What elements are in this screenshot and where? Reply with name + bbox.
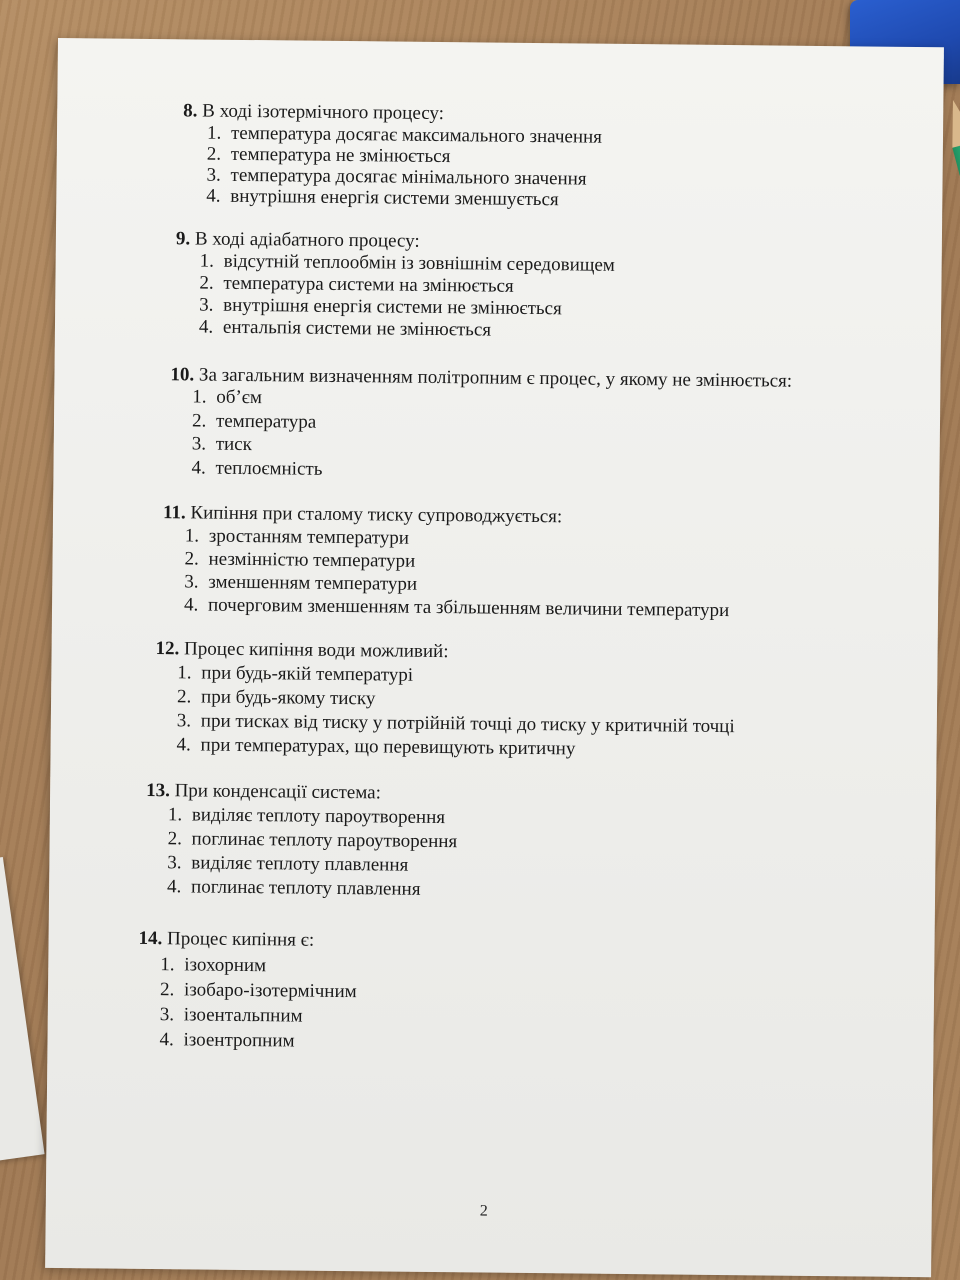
question-title	[183, 101, 444, 123]
answer-option: 4. поглинає теплоту плавлення	[167, 876, 421, 900]
answer-option: 3. тиск	[191, 433, 253, 456]
exam-page	[45, 38, 944, 1277]
answer-option: 1. виділяє теплоту пароутворення	[167, 804, 446, 829]
question-text: Процес кипіння води можливий:	[184, 638, 449, 663]
question-title	[146, 781, 381, 802]
answer-option: 1. відсутній теплообмін із зовнішнім середовищем	[199, 250, 615, 276]
question-number: 14.	[138, 927, 163, 950]
answer-option: 2. температура	[191, 410, 317, 433]
question-13	[146, 779, 458, 900]
answer-option: 2. при будь-якому тиску	[176, 686, 376, 710]
question-number: 10.	[170, 364, 195, 386]
answer-option: 4. теплоємність	[191, 457, 323, 480]
answer-option: 2. температура не змінюється	[206, 143, 451, 168]
answer-option: 4. при температурах, що перевищують критичну	[176, 734, 576, 760]
question-text: При конденсації система:	[174, 780, 382, 804]
pencil-icon	[940, 97, 960, 336]
answer-option: 2. поглинає теплоту пароутворення	[167, 828, 458, 853]
answer-option: 2. незмінністю температури	[184, 548, 416, 572]
answer-option: 1. температура досягає максимального значення	[206, 122, 603, 148]
question-11	[162, 502, 730, 622]
answer-option: 4. ізоентропним	[159, 1029, 295, 1052]
question-text: В ході ізотермічного процесу:	[202, 100, 445, 125]
question-8	[183, 100, 603, 211]
question-12	[155, 638, 735, 760]
question-title	[156, 639, 449, 661]
answer-option: 4. почерговим зменшенням та збільшенням величини температури	[183, 594, 730, 622]
question-number: 9.	[175, 228, 191, 250]
adjacent-paper-sheet	[0, 857, 45, 1163]
answer-option: 1. зростанням температури	[184, 525, 410, 549]
question-number: 11.	[162, 502, 186, 524]
question-text: За загальним визначенням політропним є процес, у якому не змінюється:	[198, 364, 793, 392]
question-title	[163, 503, 562, 526]
answer-option: 2. ізобаро-ізотермічним	[159, 979, 357, 1003]
question-9	[175, 228, 615, 341]
question-text: Процес кипіння є:	[166, 928, 315, 951]
answer-option: 3. зменшенням температури	[184, 571, 418, 595]
answer-option: 4. ентальпія системи не змінюється	[198, 316, 492, 341]
question-14	[138, 927, 357, 1052]
question-text: Кипіння при сталому тиску супроводжується:	[190, 502, 563, 528]
answer-option: 3. температура досягає мінімального значення	[206, 164, 587, 190]
page-number: 2	[479, 1202, 488, 1220]
answer-option: 3. внутрішня енергія системи не змінюється	[199, 294, 562, 320]
answer-option: 3. при тисках від тиску у потрійній точці до тиску у критичній точці	[176, 710, 735, 738]
answer-option: 1. ізохорним	[160, 954, 267, 977]
question-number: 13.	[146, 779, 170, 802]
question-number: 12.	[155, 638, 180, 660]
question-text: В ході адіабатного процесу:	[194, 228, 420, 252]
question-title	[176, 229, 420, 251]
answer-option: 3. виділяє теплоту плавлення	[167, 852, 409, 876]
question-title	[170, 365, 792, 391]
answer-option: 3. ізоентальпним	[159, 1004, 303, 1027]
answer-option: 4. внутрішня енергія системи зменшується	[206, 185, 559, 211]
question-number: 8.	[183, 100, 198, 122]
answer-option: 1. об’єм	[192, 386, 263, 409]
answer-option: 2. температура системи на змінюється	[199, 272, 514, 297]
question-title	[138, 929, 314, 950]
answer-option: 1. при будь-якій температурі	[177, 662, 414, 686]
question-10	[170, 364, 793, 480]
